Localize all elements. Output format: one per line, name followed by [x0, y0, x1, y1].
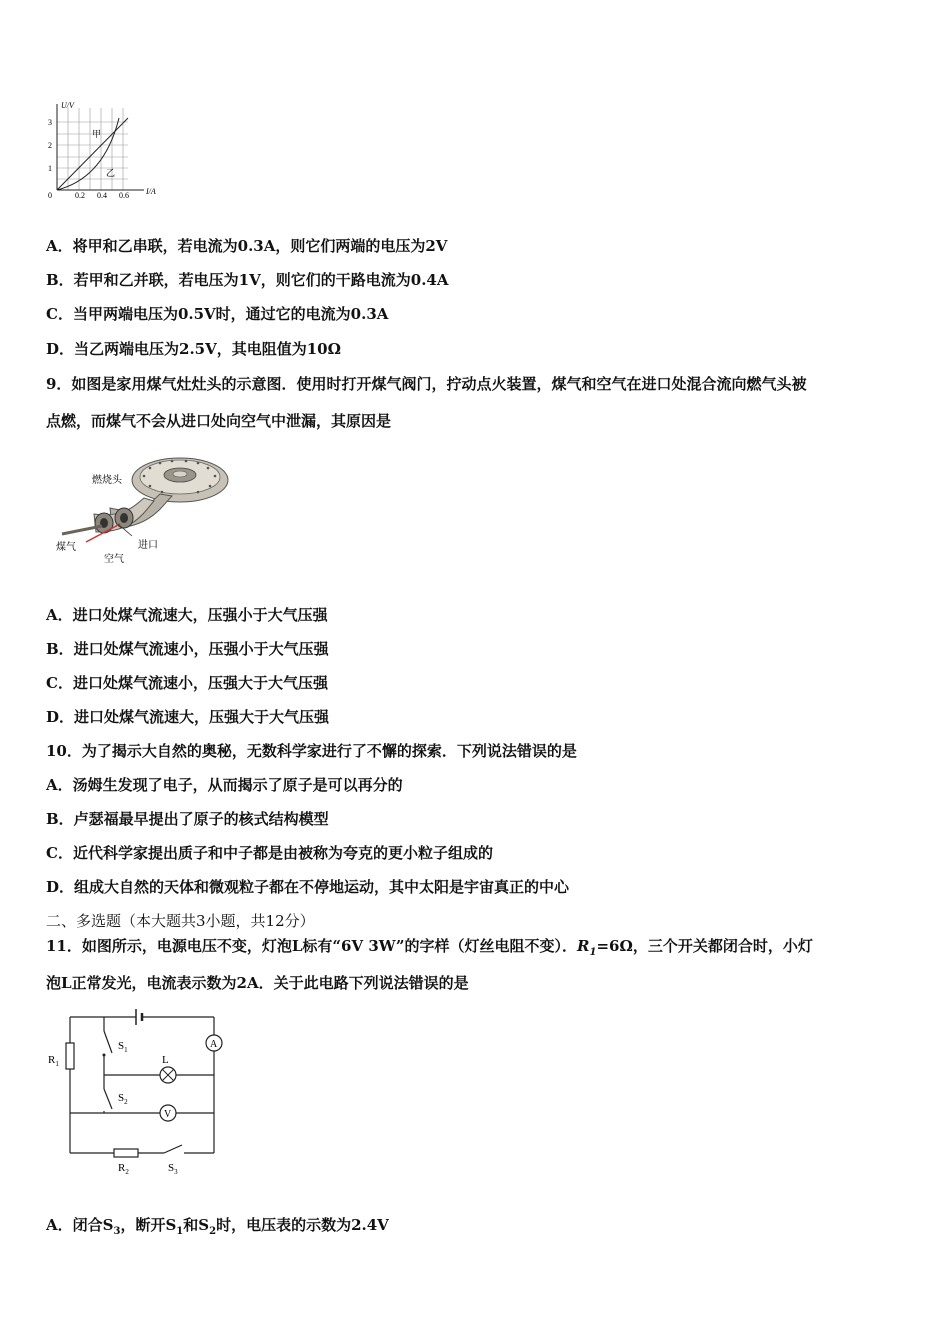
q11-optA-part4: 时，电压表的示数为2.4V [216, 1216, 389, 1234]
q11-stem-part-b: =6Ω，三个开关都闭合时，小灯 [596, 937, 813, 955]
label-r2-main: R [118, 1162, 126, 1174]
label-r1-sub: 1 [55, 1060, 59, 1068]
x-tick-02: 0.2 [75, 191, 85, 200]
q8-option-a: A．将甲和乙串联，若电流为0.3A，则它们两端的电压为2V [46, 237, 448, 255]
switch-s3 [164, 1145, 182, 1153]
label-s2 [118, 1092, 128, 1106]
q8-option-c: C．当甲两端电压为0.5V时，通过它的电流为0.3A [46, 305, 389, 323]
label-r2 [118, 1162, 129, 1176]
y-tick-2: 2 [48, 141, 52, 150]
label-r1-main: R [48, 1054, 56, 1066]
ui-graph [44, 98, 164, 204]
q8-option-d: D．当乙两端电压为2.5V，其电阻值为10Ω [46, 340, 341, 358]
resistor-r1 [66, 1043, 74, 1069]
q9-option-b: B．进口处煤气流速小，压强小于大气压强 [46, 640, 329, 658]
y-tick-1: 1 [48, 164, 52, 173]
label-r2-sub: 2 [125, 1168, 129, 1176]
label-s2-sub: 2 [124, 1098, 128, 1106]
q11-optA-part2: ，断开S [120, 1216, 177, 1234]
label-s1-sub: 1 [124, 1046, 128, 1054]
label-gas: 煤气 [56, 542, 76, 553]
label-ammeter: A [210, 1039, 218, 1050]
graph-grid [57, 108, 128, 190]
label-s1 [118, 1040, 128, 1054]
label-voltmeter: V [164, 1109, 172, 1120]
y-tick-3: 3 [48, 118, 52, 127]
label-air: 空气 [104, 554, 124, 565]
q9-stem-line1: 9．如图是家用煤气灶灶头的示意图．使用时打开煤气阀门，拧动点火装置，煤气和空气在进口处混合流向燃气头被 [46, 375, 807, 393]
circuit-diagram [44, 1005, 234, 1180]
label-s3-main: S [168, 1162, 175, 1174]
gas-burner-figure [52, 446, 232, 572]
label-lamp: L [162, 1054, 169, 1066]
switch-s2 [104, 1089, 112, 1109]
switch-s1 [104, 1031, 112, 1053]
section-heading: 二、多选题（本大题共3小题，共12分） [46, 912, 315, 930]
y-axis-label: U/V [61, 101, 74, 110]
q11-optA-s1: 1 [176, 1226, 184, 1237]
label-inlet: 进口 [138, 540, 158, 551]
q9-option-c: C．进口处煤气流速小，压强大于大气压强 [46, 674, 328, 692]
r1-subscript: 1 [589, 947, 597, 958]
x-axis-label: I/A [146, 187, 156, 196]
q9-stem-line2: 点燃，而煤气不会从进口处向空气中泄漏，其原因是 [46, 412, 392, 430]
q11-option-a [46, 1214, 389, 1237]
x-tick-04: 0.4 [97, 191, 107, 200]
q11-optA-part3: 和S [183, 1216, 210, 1234]
q11-stem-part-a: 11．如图所示，电源电压不变，灯泡L标有“6V 3W”的字样（灯丝电阻不变）． [46, 937, 578, 955]
q11-optA-part1: A．闭合S [46, 1216, 114, 1234]
label-s2-main: S [118, 1092, 125, 1104]
label-s3-sub: 3 [174, 1168, 178, 1176]
q9-option-d: D．进口处煤气流速大，压强大于大气压强 [46, 708, 330, 726]
q8-option-b: B．若甲和乙并联，若电压为1V，则它们的干路电流为0.4A [46, 271, 449, 289]
resistor-r2 [114, 1149, 138, 1157]
q10-option-c: C．近代科学家提出质子和中子都是由被称为夸克的更小粒子组成的 [46, 844, 493, 862]
q9-option-a: A．进口处煤气流速大，压强小于大气压强 [46, 606, 328, 624]
q10-option-d: D．组成大自然的天体和微观粒子都在不停地运动，其中太阳是宇宙真正的中心 [46, 878, 570, 896]
q11-stem-line1 [46, 935, 813, 958]
x-tick-06: 0.6 [119, 191, 129, 200]
x-tick-0: 0 [48, 191, 52, 200]
q10-stem: 10．为了揭示大自然的奥秘，无数科学家进行了不懈的探索．下列说法错误的是 [46, 742, 577, 760]
label-r1 [48, 1054, 59, 1068]
label-s3 [168, 1162, 178, 1176]
q10-option-a: A．汤姆生发现了电子，从而揭示了原子是可以再分的 [46, 776, 403, 794]
q11-optA-s3: 3 [113, 1226, 121, 1237]
q11-stem-line2: 泡L正常发光，电流表示数为2A．关于此电路下列说法错误的是 [46, 974, 469, 992]
q11-optA-s2: 2 [209, 1226, 217, 1237]
r1-symbol: R [577, 937, 590, 955]
label-s1-main: S [118, 1040, 125, 1052]
q10-option-b: B．卢瑟福最早提出了原子的核式结构模型 [46, 810, 329, 828]
curve-yi-label: 乙 [106, 168, 116, 178]
curve-jia-label: 甲 [92, 129, 102, 139]
label-burner: 燃烧头 [92, 475, 122, 486]
